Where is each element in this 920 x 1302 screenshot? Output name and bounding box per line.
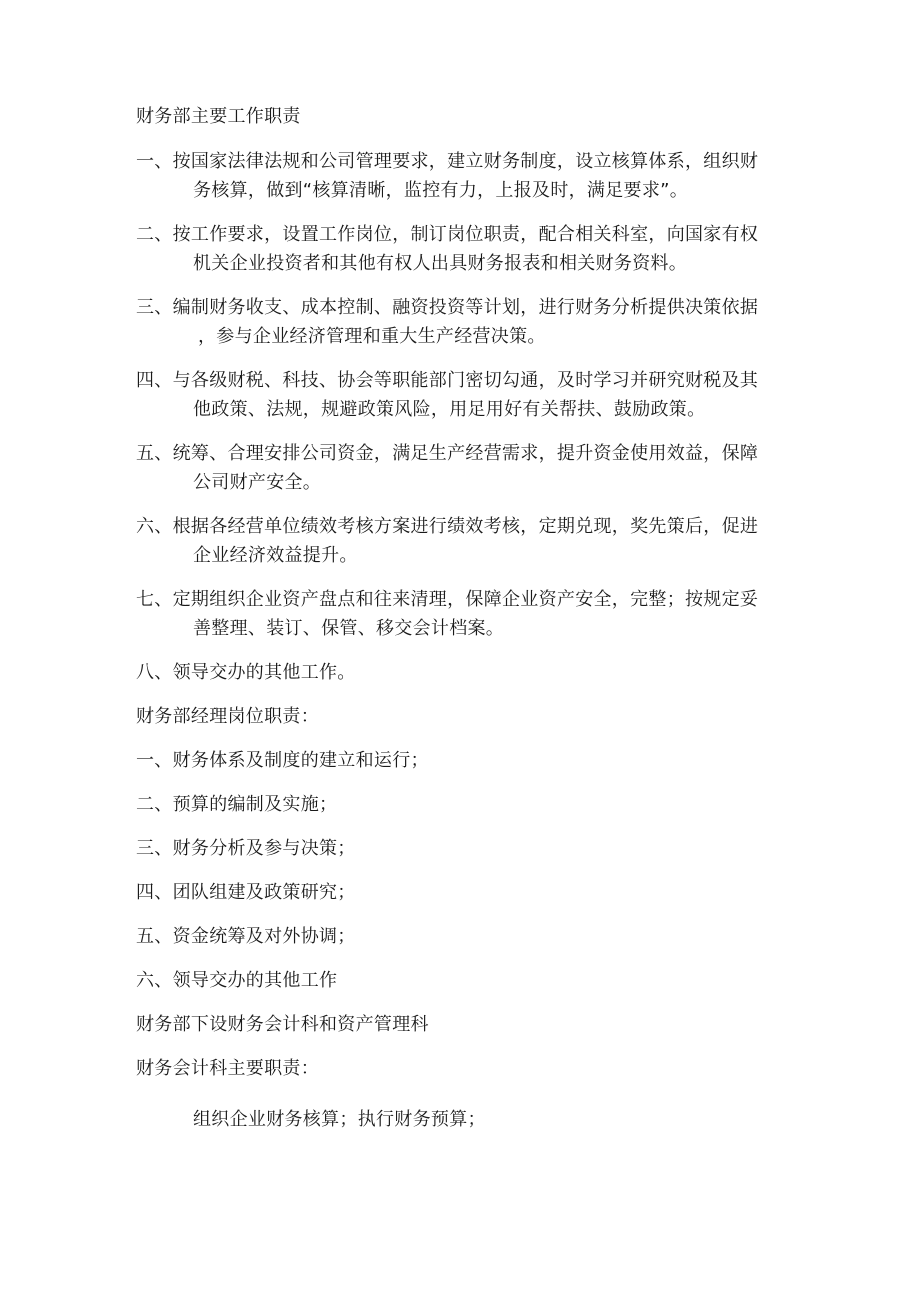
manager-duty-6: 六、领导交办的其他工作 bbox=[136, 970, 338, 991]
manager-section-title: 财务部经理岗位职责： bbox=[136, 706, 319, 727]
manager-duty-1: 一、财务体系及制度的建立和运行； bbox=[136, 750, 429, 771]
subdivision-text: 财务部下设财务会计科和资产管理科 bbox=[136, 1014, 429, 1035]
duty-4-line-1: 四、与各级财税、科技、协会等职能部门密切勾通，及时学习并研究财税及其 bbox=[136, 370, 759, 391]
manager-duty-3: 三、财务分析及参与决策； bbox=[136, 838, 356, 859]
duty-7-line-2: 善整理、装订、保管、移交会计档案。 bbox=[193, 618, 505, 639]
duty-1-line-2: 务核算，做到“核算清晰，监控有力，上报及时，满足要求”。 bbox=[193, 180, 689, 201]
duty-8-line-1: 八、领导交办的其他工作。 bbox=[136, 662, 356, 683]
accounting-duty-1: 组织企业财务核算；执行财务预算； bbox=[193, 1109, 486, 1130]
page-title: 财务部主要工作职责 bbox=[136, 106, 301, 127]
duty-3-line-2: ，参与企业经济管理和重大生产经营决策。 bbox=[198, 326, 546, 347]
duty-3-line-1: 三、编制财务收支、成本控制、融资投资等计划，进行财务分析提供决策依据 bbox=[136, 297, 759, 318]
duty-2-line-1: 二、按工作要求，设置工作岗位，制订岗位职责，配合相关科室，向国家有权 bbox=[136, 224, 759, 245]
duty-6-line-2: 企业经济效益提升。 bbox=[193, 545, 358, 566]
duty-5-line-1: 五、统筹、合理安排公司资金，满足生产经营需求，提升资金使用效益，保障 bbox=[136, 443, 759, 464]
duty-1-line-1: 一、按国家法律法规和公司管理要求，建立财务制度，设立核算体系，组织财 bbox=[136, 151, 759, 172]
manager-duty-4: 四、团队组建及政策研究； bbox=[136, 882, 356, 903]
duty-4-line-2: 他政策、法规，规避政策风险，用足用好有关帮扶、鼓励政策。 bbox=[193, 399, 706, 420]
duty-5-line-2: 公司财产安全。 bbox=[193, 472, 322, 493]
duty-2-line-2: 机关企业投资者和其他有权人出具财务报表和相关财务资料。 bbox=[193, 253, 688, 274]
manager-duty-2: 二、预算的编制及实施； bbox=[136, 794, 338, 815]
accounting-section-title: 财务会计科主要职责： bbox=[136, 1058, 319, 1079]
duty-7-line-1: 七、定期组织企业资产盘点和往来清理，保障企业资产安全，完整；按规定妥 bbox=[136, 589, 759, 610]
manager-duty-5: 五、资金统筹及对外协调； bbox=[136, 926, 356, 947]
duty-6-line-1: 六、根据各经营单位绩效考核方案进行绩效考核，定期兑现，奖先策后，促进 bbox=[136, 516, 759, 537]
